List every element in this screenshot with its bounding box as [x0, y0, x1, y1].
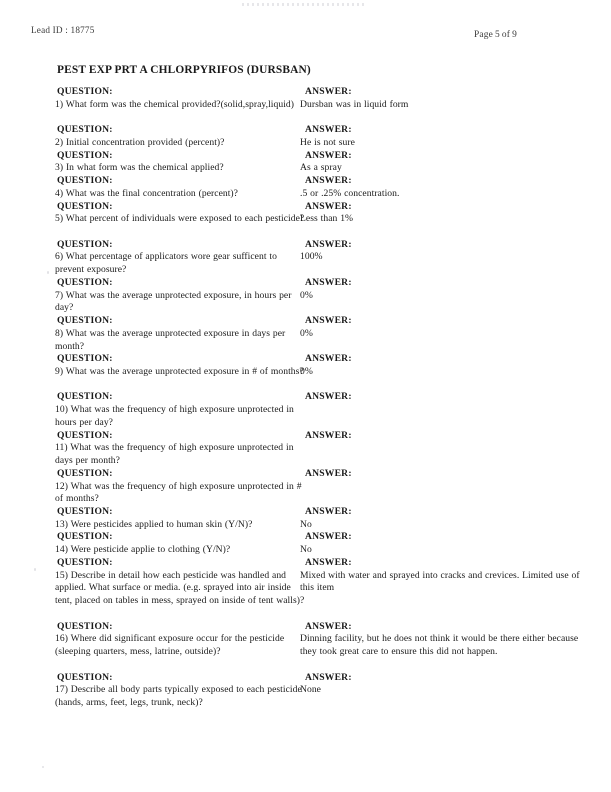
page-title: PEST EXP PRT A CHLORPYRIFOS (DURSBAN) — [57, 64, 311, 76]
page-number — [474, 30, 519, 40]
lead-id-value: 18775 — [70, 25, 95, 35]
answer-label: ANSWER: — [305, 276, 352, 288]
question-label: QUESTION: — [57, 429, 113, 441]
qa-labels-row — [0, 315, 611, 328]
qa-item — [0, 239, 611, 277]
lead-id-label: Lead ID — [31, 25, 63, 35]
qa-item — [0, 672, 611, 710]
answer-text: Mixed with water and sprayed into cracks and crevices. Limited use of this item — [300, 569, 580, 594]
qa-content-row — [0, 544, 611, 557]
qa-labels-row — [0, 239, 611, 252]
answer-text: Dursban was in liquid form — [300, 98, 409, 110]
qa-item — [0, 506, 611, 531]
qa-content-row — [0, 570, 611, 621]
qa-content-row — [0, 99, 611, 125]
qa-labels-row — [0, 150, 611, 163]
qa-item — [0, 531, 611, 556]
page-label: Page — [473, 30, 493, 40]
answer-text: Less than 1% — [300, 213, 354, 225]
answer-label: ANSWER: — [305, 86, 352, 97]
lead-id — [31, 25, 95, 35]
question-label: QUESTION: — [57, 124, 113, 136]
page-of-label: of — [501, 30, 511, 40]
question-text: 1) What form was the chemical provided?(solid,spray,liquid) — [55, 98, 294, 110]
qa-item — [0, 124, 611, 149]
qa-labels-row — [0, 531, 611, 544]
qa-labels-row — [0, 353, 611, 366]
answer-text: 0% — [300, 365, 313, 377]
answer-text: He is not sure — [300, 136, 355, 148]
question-label: QUESTION: — [57, 86, 113, 97]
question-text: 8) What was the average unprotected exposure in days per month? — [55, 327, 286, 352]
answer-label: ANSWER: — [305, 556, 352, 568]
answer-label: ANSWER: — [305, 391, 352, 403]
answer-label: ANSWER: — [305, 353, 352, 365]
answer-label: ANSWER: — [305, 429, 352, 441]
qa-list — [0, 86, 611, 710]
qa-content-row — [0, 188, 611, 201]
qa-content-row — [0, 366, 611, 392]
qa-item — [0, 175, 611, 200]
qa-item — [0, 391, 611, 429]
answer-label: ANSWER: — [305, 671, 352, 683]
qa-labels-row — [0, 430, 611, 443]
qa-content-row — [0, 684, 611, 710]
answer-text: 0% — [300, 289, 313, 301]
lead-id-separator: : — [65, 25, 69, 35]
qa-item — [0, 353, 611, 391]
question-label: QUESTION: — [57, 671, 113, 683]
document-header — [31, 25, 591, 39]
answer-text: As a spray — [300, 162, 342, 174]
answer-label: ANSWER: — [305, 124, 352, 136]
answer-label: ANSWER: — [305, 467, 352, 479]
page-total: 9 — [512, 30, 517, 40]
question-text: 4) What was the final concentration (percent)? — [55, 187, 238, 199]
question-text: 10) What was the frequency of high exposure unprotected in hours per day? — [55, 404, 294, 428]
question-text: 17) Describe all body parts typically exposed to each pesticide (hands, arms, feet, legs, trunk, neck)? — [55, 684, 302, 708]
question-text: 16) Where did significant exposure occur for the pesticide (sleeping quarters, mess, latrine, outside)? — [55, 633, 285, 657]
qa-content-row — [0, 137, 611, 150]
qa-labels-row — [0, 468, 611, 481]
qa-content-row — [0, 251, 611, 277]
question-label: QUESTION: — [57, 353, 113, 365]
answer-label: ANSWER: — [305, 200, 352, 212]
answer-label: ANSWER: — [305, 175, 352, 187]
qa-content-row — [0, 404, 611, 430]
qa-content-row — [0, 213, 611, 239]
question-text: 11) What was the frequency of high exposure unprotected in days per month? — [55, 442, 294, 467]
qa-labels-row — [0, 124, 611, 137]
question-label: QUESTION: — [57, 506, 113, 517]
question-text: 2) Initial concentration provided (percent)? — [55, 136, 225, 148]
question-text: 7) What was the average unprotected exposure, in hours per day? — [55, 289, 292, 314]
answer-text: No — [300, 544, 312, 556]
question-text: 6) What percentage of applicators wore gear sufficent to prevent exposure? — [55, 251, 277, 276]
qa-labels-row — [0, 86, 611, 99]
question-label: QUESTION: — [57, 391, 113, 403]
answer-label: ANSWER: — [305, 149, 352, 161]
question-label: QUESTION: — [57, 531, 113, 543]
answer-label: ANSWER: — [305, 315, 352, 327]
answer-text: .5 or .25% concentration. — [300, 187, 400, 199]
question-label: QUESTION: — [57, 315, 113, 327]
qa-labels-row — [0, 201, 611, 214]
qa-item — [0, 430, 611, 468]
answer-text: No — [300, 518, 312, 530]
qa-labels-row — [0, 672, 611, 685]
qa-content-row — [0, 481, 611, 507]
qa-item — [0, 150, 611, 175]
question-text: 3) In what form was the chemical applied? — [55, 162, 224, 174]
answer-label: ANSWER: — [305, 238, 352, 250]
qa-labels-row — [0, 277, 611, 290]
question-label: QUESTION: — [57, 238, 113, 250]
answer-text: None — [300, 684, 321, 696]
qa-item — [0, 621, 611, 672]
qa-labels-row — [0, 506, 611, 519]
question-text: 5) What percent of individuals were exposed to each pesticide? — [55, 213, 305, 225]
qa-content-row — [0, 633, 611, 671]
question-label: QUESTION: — [57, 175, 113, 187]
question-label: QUESTION: — [57, 620, 113, 632]
qa-labels-row — [0, 391, 611, 404]
answer-label: ANSWER: — [305, 531, 352, 543]
scan-speck — [42, 766, 44, 768]
qa-item — [0, 86, 611, 124]
qa-item — [0, 468, 611, 506]
question-text: 9) What was the average unprotected exposure in # of months? — [55, 365, 304, 377]
qa-content-row — [0, 290, 611, 316]
qa-labels-row — [0, 175, 611, 188]
qa-item — [0, 315, 611, 353]
question-label: QUESTION: — [57, 276, 113, 288]
qa-content-row — [0, 162, 611, 175]
qa-labels-row — [0, 621, 611, 634]
scan-artifact — [242, 3, 366, 6]
qa-item — [0, 277, 611, 315]
question-label: QUESTION: — [57, 556, 113, 568]
answer-text: 0% — [300, 327, 313, 339]
answer-text: Dinning facility, but he does not think it would be there either because they took great care to ensure this did not happen. — [300, 633, 579, 657]
question-text: 14) Were pesticide applie to clothing (Y/N)? — [55, 544, 231, 556]
qa-item — [0, 557, 611, 621]
answer-label: ANSWER: — [305, 620, 352, 632]
qa-content-row — [0, 442, 611, 468]
question-label: QUESTION: — [57, 200, 113, 212]
question-text: 15) Describe in detail how each pesticide was handled and applied. What surface or media. (e.g. sprayed into air inside tent, placed on tables in mess, sprayed on inside of tent walls)? — [55, 569, 305, 607]
question-text: 12) What was the frequency of high exposure unprotected in # of months? — [55, 480, 302, 505]
page-current: 5 — [495, 30, 500, 40]
qa-labels-row — [0, 557, 611, 570]
answer-text: 100% — [300, 251, 323, 263]
qa-content-row — [0, 519, 611, 532]
qa-content-row — [0, 328, 611, 354]
answer-label: ANSWER: — [305, 506, 352, 517]
qa-item — [0, 201, 611, 239]
question-label: QUESTION: — [57, 467, 113, 479]
question-label: QUESTION: — [57, 149, 113, 161]
question-text: 13) Were pesticides applied to human skin (Y/N)? — [55, 518, 253, 530]
